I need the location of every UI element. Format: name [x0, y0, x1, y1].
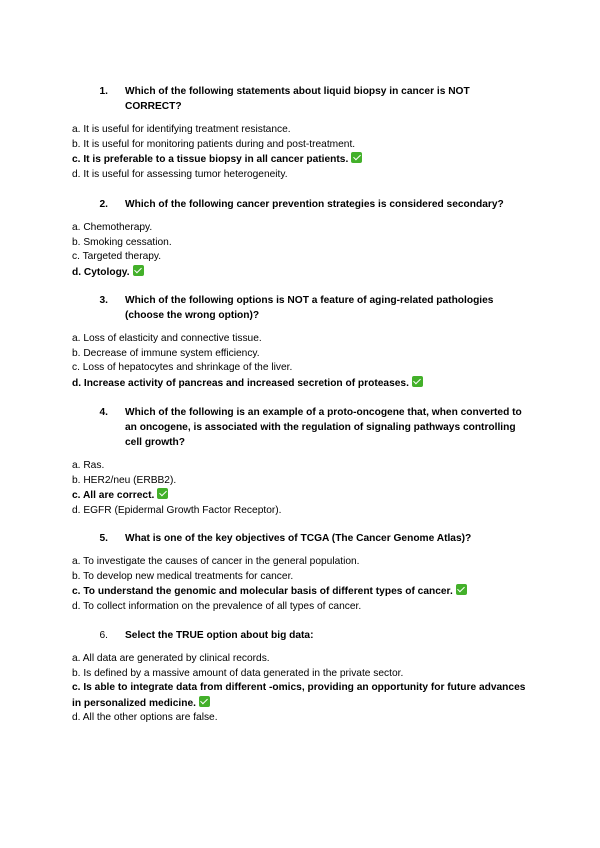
question-text: Select the TRUE option about big data: [125, 630, 314, 641]
check-mark-icon [412, 376, 423, 387]
option-text: a. All data are generated by clinical records. [72, 653, 270, 664]
options-list [72, 123, 532, 182]
check-mark-icon [199, 696, 210, 707]
option-c-correct [72, 488, 532, 504]
option-c [72, 250, 532, 265]
question-number: 1. [99, 86, 108, 97]
option-a [72, 555, 532, 570]
option-text: b. Is defined by a massive amount of data generated in the private sector. [72, 667, 404, 679]
option-text: b. It is useful for monitoring patients during and post-treatment. [72, 138, 356, 150]
check-mark-icon [133, 265, 144, 276]
options-list [72, 555, 532, 614]
option-text: c. It is preferable to a tissue biopsy in all cancer patients. [72, 154, 349, 166]
option-text: d. To collect information on the prevalence of all types of cancer. [72, 600, 362, 612]
question-text: Which of the following options is NOT a feature of aging-related pathologies (choose the wrong option)? [125, 295, 494, 321]
option-text: b. Decrease of immune system efficiency. [72, 347, 260, 359]
question-3 [72, 293, 532, 391]
question-text: Which of the following is an example of a proto-oncogene that, when converted to an oncogene, is associated with the regulation of signaling pathways controlling cell growth? [125, 407, 522, 448]
option-text: a. Loss of elasticity and connective tissue. [72, 333, 262, 344]
option-text: b. HER2/neu (ERBB2). [72, 474, 177, 486]
option-text: c. All are correct. [72, 490, 155, 502]
question-heading [72, 197, 532, 212]
question-6 [72, 628, 532, 726]
question-2 [72, 197, 532, 280]
check-mark-icon [157, 488, 168, 499]
question-1 [72, 84, 532, 182]
option-a [72, 332, 532, 347]
question-number: 6. [99, 630, 108, 641]
question-number: 3. [99, 295, 108, 306]
option-b [72, 236, 532, 251]
options-list [72, 332, 532, 391]
question-text: What is one of the key objectives of TCGA (The Cancer Genome Atlas)? [125, 533, 472, 544]
option-d-correct [72, 265, 532, 281]
option-c-correct [72, 584, 532, 600]
option-a [72, 221, 532, 236]
option-d-correct [72, 376, 532, 392]
check-mark-icon [351, 152, 362, 163]
option-d [72, 168, 532, 183]
question-number: 5. [99, 533, 108, 544]
option-text: a. Ras. [72, 460, 105, 471]
question-heading [72, 531, 532, 546]
option-d [72, 504, 532, 519]
option-a [72, 459, 532, 474]
question-heading [72, 405, 532, 450]
question-4 [72, 405, 532, 518]
question-heading [72, 628, 532, 643]
option-b [72, 138, 532, 153]
options-list [72, 652, 532, 726]
option-text: b. To develop new medical treatments for cancer. [72, 570, 294, 582]
option-c [72, 361, 532, 376]
option-d [72, 711, 532, 726]
option-c-correct [72, 681, 532, 711]
option-text: a. Chemotherapy. [72, 222, 153, 233]
option-text: d. It is useful for assessing tumor heterogeneity. [72, 168, 288, 180]
options-list [72, 221, 532, 280]
question-number: 2. [99, 199, 108, 210]
option-text: b. Smoking cessation. [72, 236, 172, 248]
option-b [72, 667, 532, 682]
option-b [72, 570, 532, 585]
question-heading [72, 293, 532, 323]
question-number: 4. [99, 407, 108, 418]
option-text: d. Cytology. [72, 266, 130, 278]
option-text: c. Is able to integrate data from different -omics, providing an opportunity for future advances in personalized medicine. [72, 682, 526, 709]
option-a [72, 123, 532, 138]
option-text: d. EGFR (Epidermal Growth Factor Receptor). [72, 504, 282, 516]
question-text: Which of the following statements about liquid biopsy in cancer is NOT CORRECT? [125, 86, 470, 112]
option-text: a. To investigate the causes of cancer in the general population. [72, 556, 360, 567]
option-text: c. Targeted therapy. [72, 251, 162, 263]
option-d [72, 600, 532, 615]
option-text: d. All the other options are false. [72, 712, 218, 724]
option-text: d. Increase activity of pancreas and increased secretion of proteases. [72, 377, 409, 389]
question-heading [72, 84, 532, 114]
question-5 [72, 531, 532, 614]
option-text: c. To understand the genomic and molecular basis of different types of cancer. [72, 586, 453, 598]
option-a [72, 652, 532, 667]
option-c-correct [72, 152, 532, 168]
option-b [72, 474, 532, 489]
check-mark-icon [456, 584, 467, 595]
option-text: a. It is useful for identifying treatment resistance. [72, 124, 291, 135]
option-text: c. Loss of hepatocytes and shrinkage of the liver. [72, 362, 293, 374]
question-text: Which of the following cancer prevention strategies is considered secondary? [125, 199, 504, 210]
options-list [72, 459, 532, 518]
option-b [72, 347, 532, 362]
